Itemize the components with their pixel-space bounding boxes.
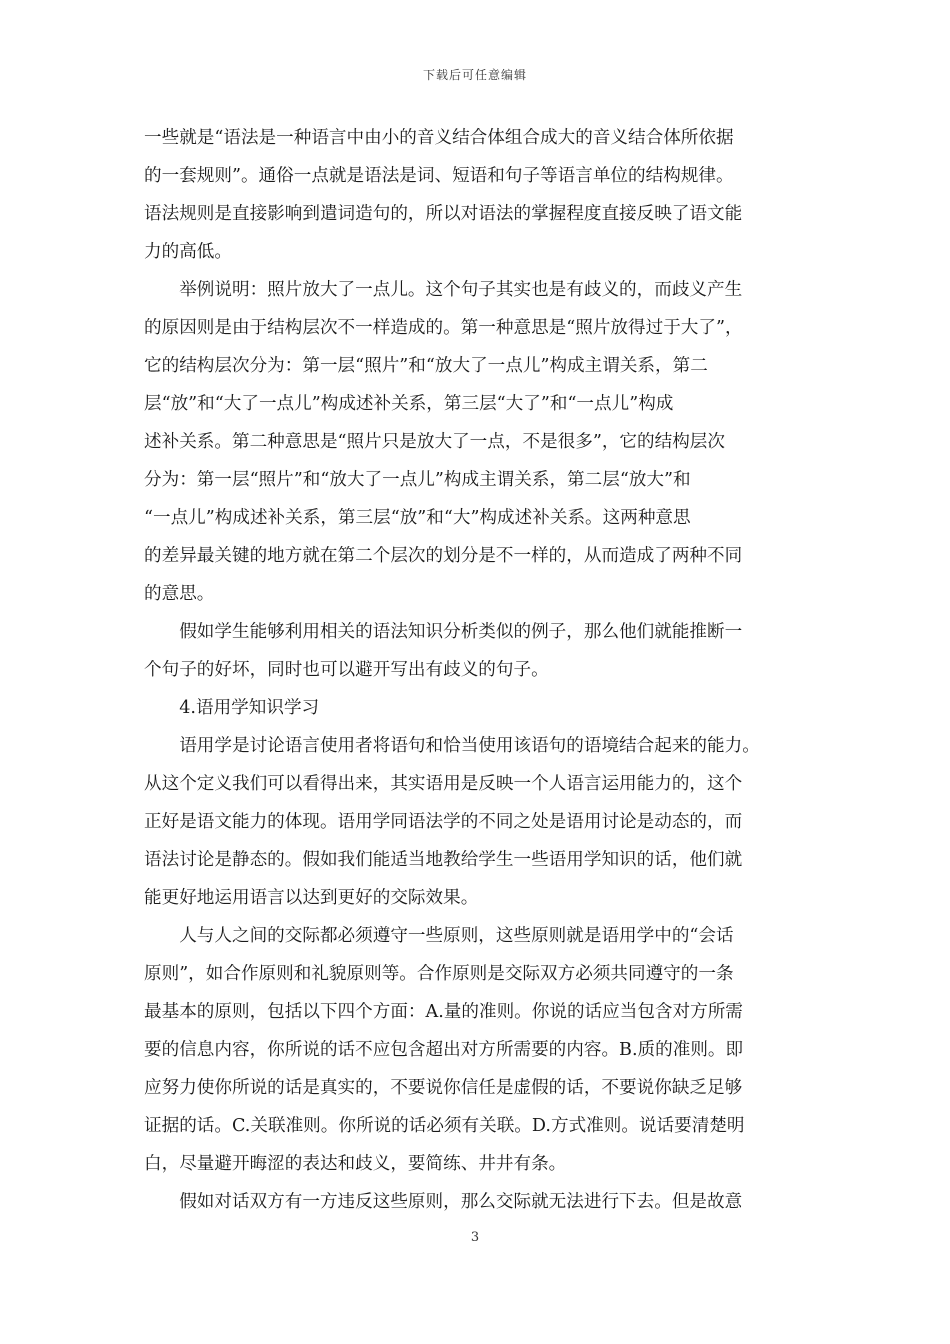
body-text bbox=[144, 119, 808, 1221]
text-line: 语法讨论是静态的。假如我们能适当地教给学生一些语用学知识的话，他们就 bbox=[144, 850, 743, 870]
text-line: 从这个定义我们可以看得出来，其实语用是反映一个人语言运用能力的，这个 bbox=[144, 774, 743, 794]
text-line: 假如学生能够利用相关的语法知识分析类似的例子，那么他们就能推断一 bbox=[144, 622, 743, 642]
text-line: 人与人之间的交际都必须遵守一些原则，这些原则就是语用学中的“会话 bbox=[144, 926, 734, 946]
text-line: 语法规则是直接影响到遣词造句的，所以对语法的掌握程度直接反映了语文能 bbox=[144, 204, 743, 224]
text-line: 一些就是“语法是一种语言中由小的音义结合体组合成大的音义结合体所依据 bbox=[144, 128, 734, 148]
text-line: 分为：第一层“照片”和“放大了一点儿”构成主谓关系，第二层“放大”和 bbox=[144, 470, 691, 490]
text-line: 层“放”和“大了一点儿”构成述补关系，第三层“大了”和“一点儿”构成 bbox=[144, 394, 674, 414]
text-line: 它的结构层次分为：第一层“照片”和“放大了一点儿”构成主谓关系，第二 bbox=[144, 356, 708, 376]
text-line: 述补关系。第二种意思是“照片只是放大了一点，不是很多”，它的结构层次 bbox=[144, 432, 725, 452]
text-line: 假如对话双方有一方违反这些原则，那么交际就无法进行下去。但是故意 bbox=[144, 1192, 743, 1212]
text-line: 最基本的原则，包括以下四个方面：A.量的准则。你说的话应当包含对方所需 bbox=[144, 1002, 743, 1022]
text-line: 应努力使你所说的话是真实的，不要说你信任是虚假的话，不要说你缺乏足够 bbox=[144, 1078, 743, 1098]
text-line: 举例说明：照片放大了一点儿。这个句子其实也是有歧义的，而歧义产生 bbox=[144, 280, 743, 300]
text-line: 力的高低。 bbox=[144, 242, 232, 262]
text-line: “一点儿”构成述补关系，第三层“放”和“大”构成述补关系。这两种意思 bbox=[144, 508, 691, 528]
page-number: 3 bbox=[470, 1230, 480, 1245]
text-line: 的原因则是由于结构层次不一样造成的。第一种意思是“照片放得过于大了”， bbox=[144, 318, 743, 338]
text-line: 白，尽量避开晦涩的表达和歧义，要简练、井井有条。 bbox=[144, 1154, 567, 1174]
section-heading: 4.语用学知识学习 bbox=[144, 698, 320, 718]
text-line: 的意思。 bbox=[144, 584, 215, 604]
text-line: 的差异最关键的地方就在第二个层次的划分是不一样的，从而造成了两种不同 bbox=[144, 546, 743, 566]
text-line: 证据的话。C.关联准则。你所说的话必须有关联。D.方式准则。说话要清楚明 bbox=[144, 1116, 745, 1136]
text-line: 正好是语文能力的体现。语用学同语法学的不同之处是语用讨论是动态的，而 bbox=[144, 812, 743, 832]
text-line: 要的信息内容，你所说的话不应包含超出对方所需要的内容。B.质的准则。即 bbox=[144, 1040, 744, 1060]
text-line: 原则”，如合作原则和礼貌原则等。合作原则是交际双方必须共同遵守的一条 bbox=[144, 964, 734, 984]
text-line: 个句子的好坏，同时也可以避开写出有歧义的句子。 bbox=[144, 660, 549, 680]
page-header: 下载后可任意编辑 bbox=[422, 68, 527, 82]
text-line: 的一套规则”。通俗一点就是语法是词、短语和句子等语言单位的结构规律。 bbox=[144, 166, 734, 186]
text-line: 语用学是讨论语言使用者将语句和恰当使用该语句的语境结合起来的能力。 bbox=[144, 736, 760, 756]
text-line: 能更好地运用语言以达到更好的交际效果。 bbox=[144, 888, 479, 908]
